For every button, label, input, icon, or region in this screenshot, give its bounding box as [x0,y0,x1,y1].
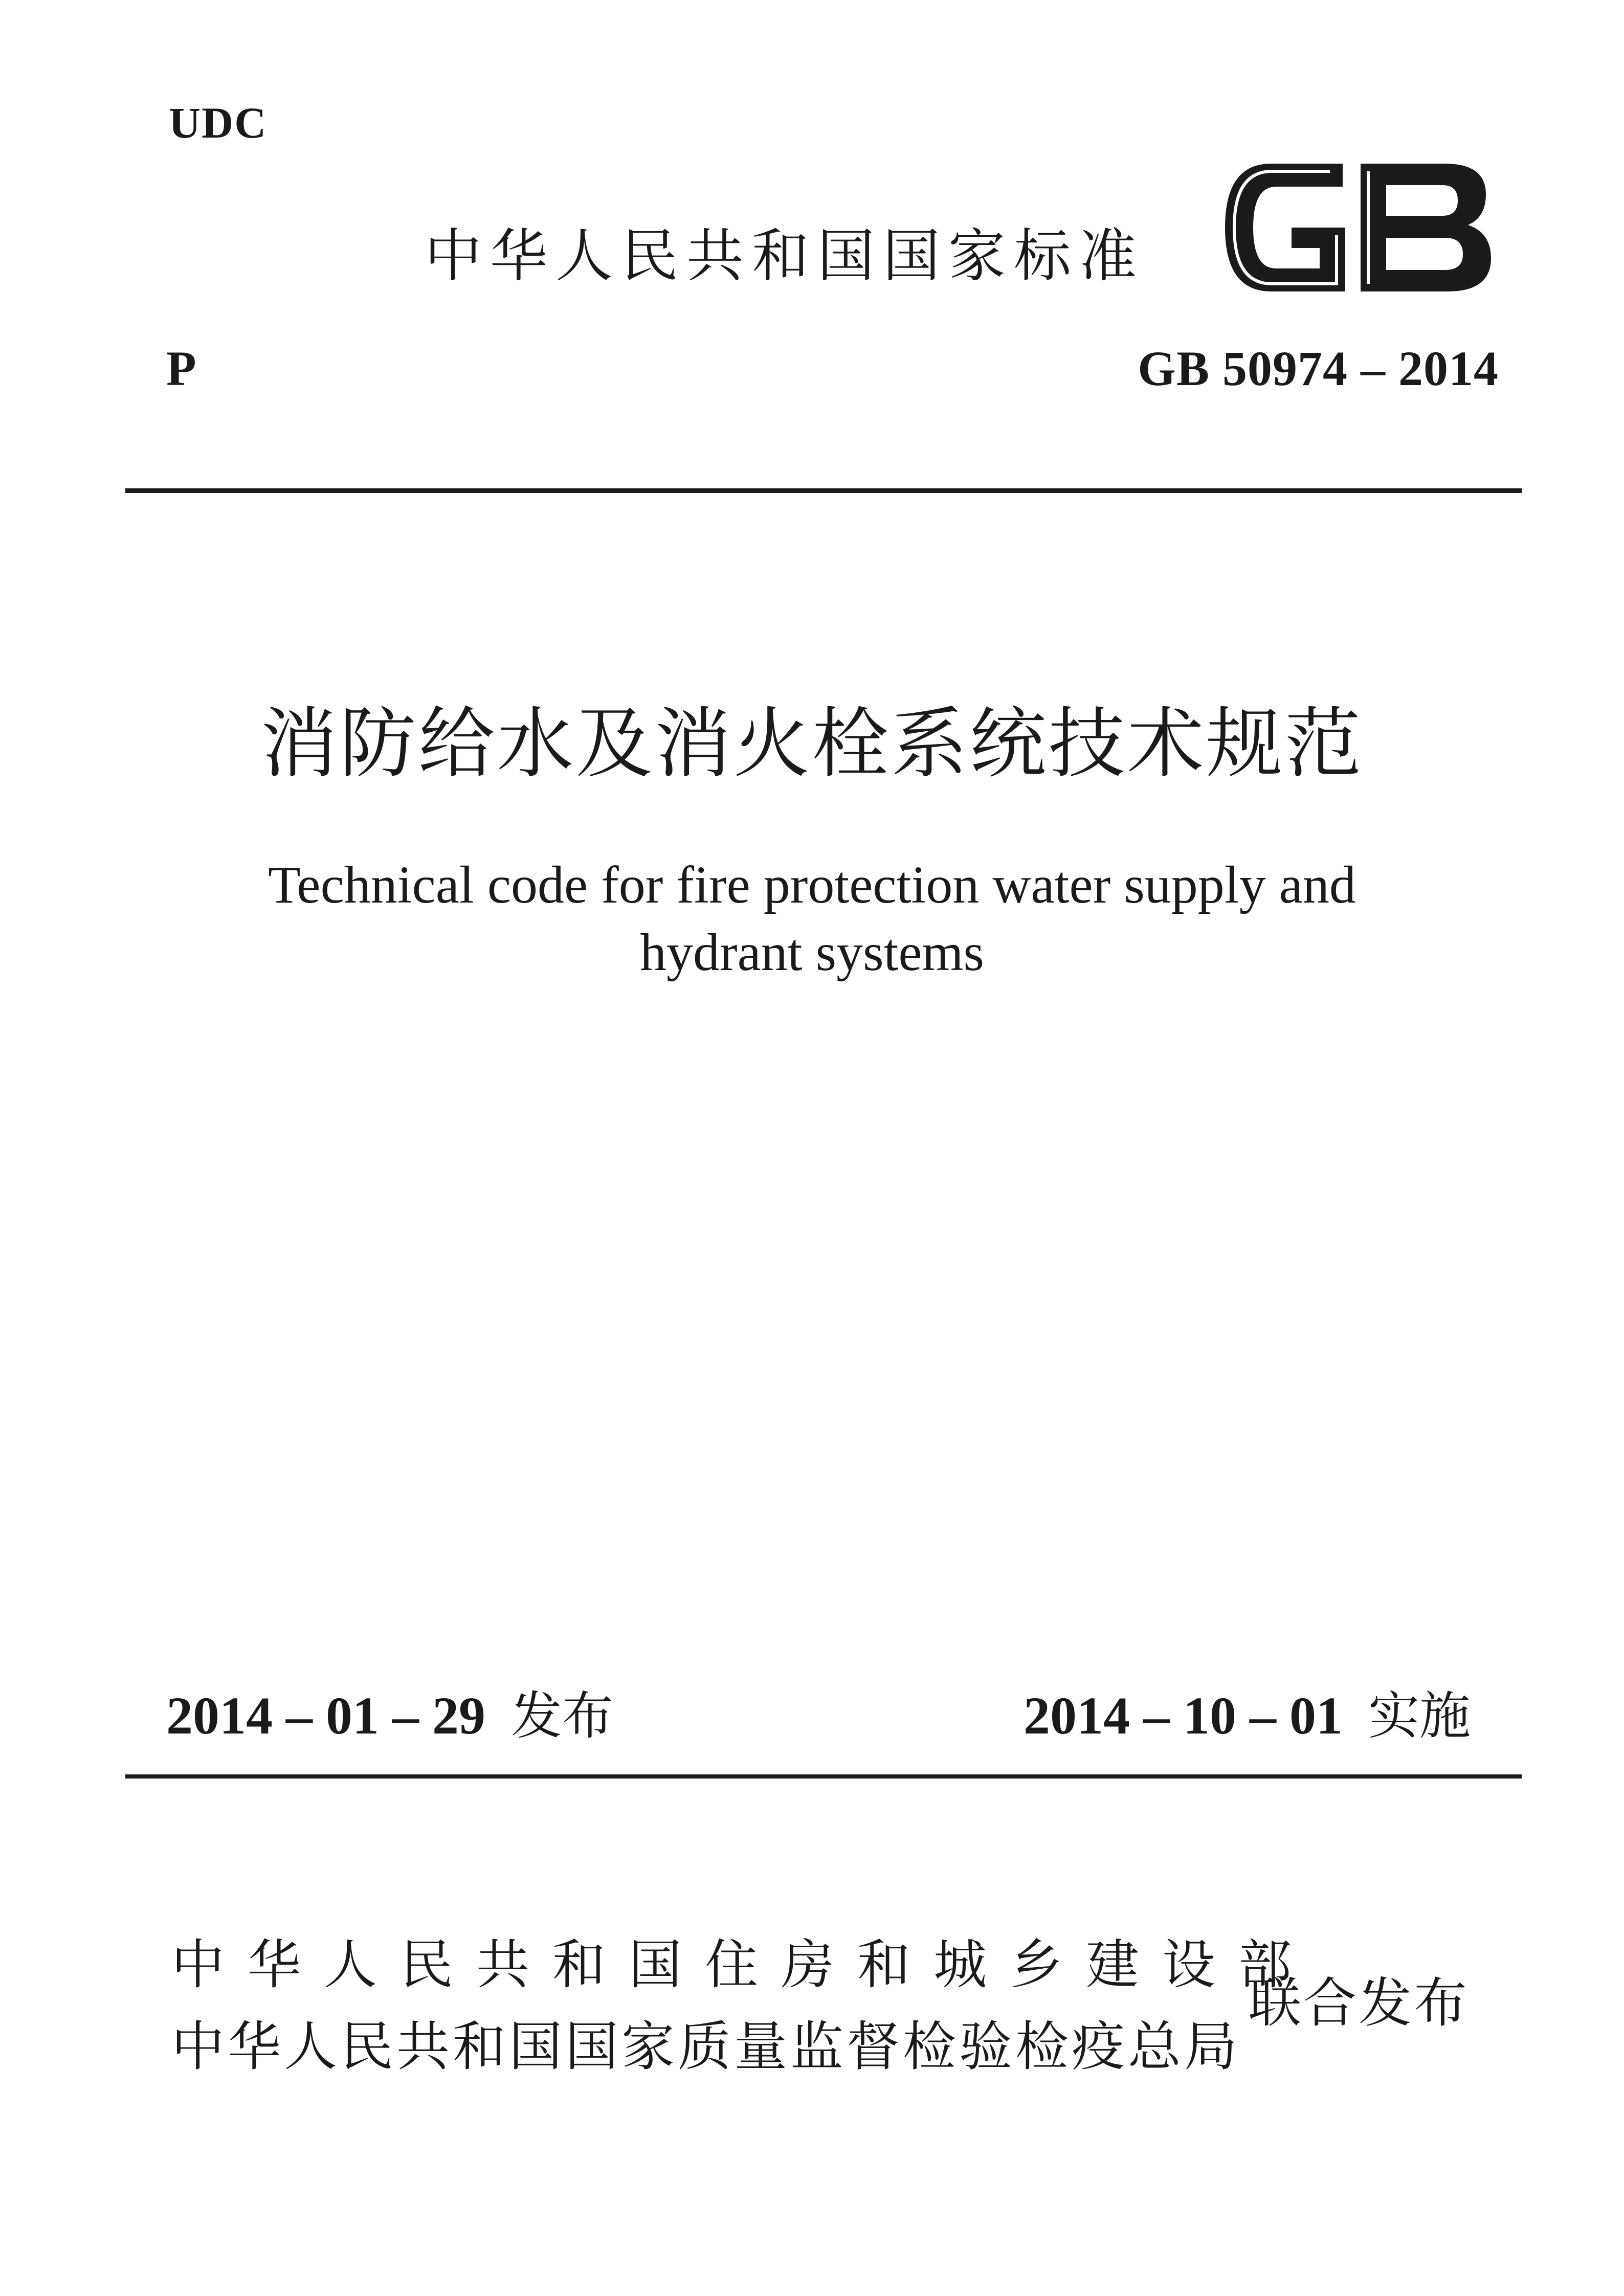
joint-release-label: 联合发布 [1248,1972,1470,2034]
issue-date-block [166,1675,613,1748]
title-chinese: 消防给水及消火栓系统技术规范 [260,700,1364,789]
classification-code: P [166,341,196,396]
issue-date: 2014 – 01 – 29 [166,1686,485,1745]
standard-number: GB 50974 – 2014 [1138,341,1499,396]
udc-label: UDC [169,98,268,147]
title-english-line-2: hydrant systems [639,923,985,982]
effective-date: 2014 – 10 – 01 [1024,1686,1343,1745]
title-english-line-1: Technical code for fire protection water supply and [268,856,1356,914]
standard-type: 中华人民共和国国家标准 [425,223,1145,289]
title-english [0,851,1624,986]
effective-label: 实施 [1368,1686,1471,1746]
bottom-divider [125,1774,1522,1779]
top-divider [125,488,1522,493]
issuer-aqsiq: 中华人民共和国国家质量监督检验检疫总局 [171,2015,1241,2078]
issue-label: 发布 [511,1686,613,1746]
effective-date-block [1024,1675,1471,1748]
issuer-ministry-housing: 中华人民共和国住房和城乡建设部 [171,1933,1315,1996]
gb-logo [1215,153,1499,302]
